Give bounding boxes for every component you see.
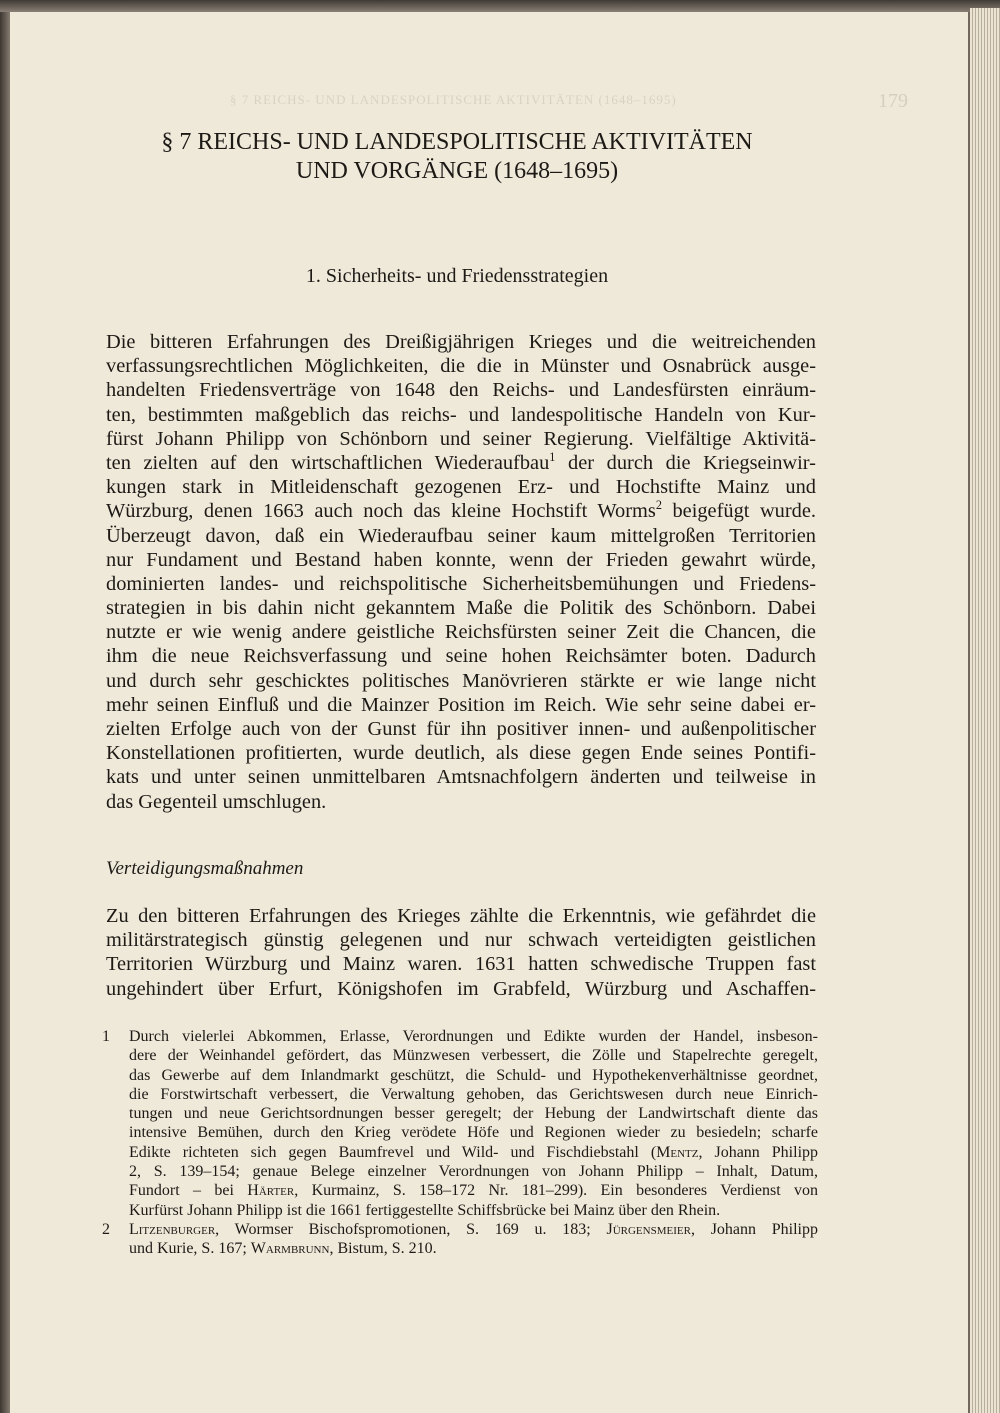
text-line: handelten Friedensverträge von 1648 den Reichs- und Landesfürsten einräum-: [106, 379, 816, 402]
footnote-line: [129, 1239, 818, 1258]
text-line: kats und unter seinen unmittelbaren Amtsnachfolgern änderten und teilweise in: [106, 766, 816, 789]
text-segment: und Kurie, S. 167;: [129, 1240, 251, 1258]
text-line: militärstrategisch günstig gelegenen und nur schwach verteidigten geistlichen: [106, 929, 816, 952]
book-page: [10, 12, 968, 1413]
text-line: ihm die neue Reichsverfassung und seine hohen Reichsämter boten. Dadurch: [106, 645, 816, 668]
footnote-line: die Forstwirtschaft verbessert, die Verwaltung gehoben, das Gerichtswesen durch neue Einrich-: [129, 1085, 818, 1103]
text-segment: , Kurmainz, S. 158–172 Nr. 181–299). Ein besonderes Verdienst von: [294, 1182, 818, 1200]
footnote-2: [102, 1220, 818, 1259]
book-top-edge: [0, 0, 1000, 12]
text-line: nur Fundament und Bestand haben konnte, wenn der Frieden gewahrt würde,: [106, 548, 816, 571]
footnote-1: [102, 1027, 818, 1220]
text-line: zielten Erfolge auch von der Gunst für ihn positiver innen- und außenpolitischer: [106, 718, 816, 740]
text-line: das Gegenteil umschlugen.: [106, 790, 327, 813]
chapter-title-line-2: UND VORGÄNGE (1648–1695): [295, 158, 619, 184]
text-line: Die bitteren Erfahrungen des Dreißigjährigen Krieges und die weitreichenden: [106, 331, 816, 353]
text-line: Zu den bitteren Erfahrungen des Krieges zählte die Erkenntnis, wie gefährdet die: [106, 905, 816, 927]
footnote-line: [129, 1220, 818, 1239]
text-line: fürst Johann Philipp von Schönborn und seiner Regierung. Vielfältige Aktivitä-: [106, 427, 816, 450]
footnote-number: 2: [102, 1220, 110, 1238]
text-line: [106, 499, 816, 523]
footnote-ref-1[interactable]: 1: [549, 450, 556, 465]
footnote-line: dere der Weinhandel gefördert, das Münzwesen verbessert, die Zölle und Stapelrechte geregelt,: [129, 1047, 818, 1065]
text-segment: , Johann Philipp: [698, 1143, 819, 1161]
footnote-body: [129, 1027, 818, 1220]
text-line: ten, bestimmten maßgeblich das reichs- und landespolitische Handeln von Kur-: [106, 403, 816, 426]
text-line: nutzte er wie wenig andere geistliche Reichsfürsten seiner Zeit die Chancen, die: [106, 621, 816, 644]
footnote-line: Durch vielerlei Abkommen, Erlasse, Verordnungen und Edikte wurden der Handel, insbeson-: [129, 1028, 818, 1045]
footnote-line: [129, 1143, 818, 1162]
footnote-line: 2, S. 139–154; genaue Belege einzelner Verordnungen von Johann Philipp – Inhalt, Datum,: [129, 1163, 818, 1181]
text-segment: der durch die Kriegseinwir-: [568, 451, 816, 474]
footnotes: [102, 1027, 818, 1259]
footnote-line: tungen und neue Gerichtsordnungen besser geregelt; der Hebung der Landwirtschaft diente das: [129, 1105, 818, 1123]
text-segment: , Bistum, S. 210.: [329, 1240, 437, 1258]
author-name: Mentz: [656, 1143, 699, 1161]
text-segment: Fundort – bei: [129, 1182, 248, 1200]
text-segment: , Wormser Bischofspromotionen, S. 169 u. 183;: [215, 1220, 607, 1238]
page-stack-edge: [970, 8, 1000, 1413]
text-segment: ten zielten auf den wirtschaftlichen Wiederaufbau: [106, 451, 550, 474]
text-line: strategien in bis dahin nicht gekanntem Maße die Politik des Schönborn. Dabei: [106, 597, 816, 620]
text-line: mehr seinen Einfluß und die Mainzer Position im Reich. Wie sehr seine dabei er-: [106, 693, 816, 716]
text-line: verfassungsrechtlichen Möglichkeiten, die die in Münster und Osnabrück ausge-: [106, 355, 816, 378]
author-name: Jürgensmeier: [606, 1220, 691, 1238]
bleed-through-running-head: § 7 REICHS- UND LANDESPOLITISCHE AKTIVITÄTEN (1648–1695): [230, 92, 677, 107]
author-name: Härter: [247, 1182, 295, 1200]
text-segment: Edikte richteten sich gegen Baumfrevel und Wild- und Fischdiebstahl (: [129, 1143, 657, 1161]
author-name: Litzenburger: [129, 1220, 216, 1238]
footnote-line: Kurfürst Johann Philipp ist die 1661 fertiggestellte Schiffsbrücke bei Mainz über den Rhein.: [129, 1201, 721, 1219]
chapter-title: [107, 128, 807, 186]
text-line: und durch sehr geschicktes politisches Manövrieren stärkte er wie lange nicht: [106, 669, 816, 692]
text-line: dominierten landes- und reichspolitische Sicherheitsbemühungen und Friedens-: [106, 572, 816, 595]
footnote-line: intensive Bemühen, durch den Krieg verödete Höfe und Regionen wieder zu besiedeln; scharfe: [129, 1124, 818, 1142]
author-name: Warmbrunn: [250, 1240, 330, 1258]
footnote-number: 1: [102, 1028, 110, 1045]
paragraph-1: [106, 330, 816, 814]
book-spine: [0, 0, 10, 1413]
text-segment: , Johann Philipp: [690, 1220, 818, 1238]
chapter-title-line-1: § 7 REICHS- UND LANDESPOLITISCHE AKTIVITÄTEN: [161, 129, 753, 155]
text-line: kungen stark in Mitleidenschaft gezogenen Erz- und Hochstifte Mainz und: [106, 476, 816, 499]
section-subtitle: 1. Sicherheits- und Friedensstrategien: [305, 265, 609, 287]
footnote-line: [129, 1181, 818, 1200]
text-line: Überzeugt davon, daß ein Wiederaufbau seiner kaum mittelgroßen Territorien: [106, 524, 816, 547]
text-line: ungehindert über Erfurt, Königshofen im Grabfeld, Würzburg und Aschaffen-: [106, 977, 816, 1000]
bleed-through-page-number: 179: [878, 90, 908, 112]
footnote-ref-2[interactable]: 2: [655, 498, 662, 513]
text-line: Territorien Würzburg und Mainz waren. 1631 hatten schwedische Truppen fast: [106, 953, 816, 976]
text-segment: beigefügt wurde.: [672, 500, 816, 523]
text-line: [106, 451, 816, 475]
footnote-line: das Gewerbe auf dem Inlandmarkt geschützt, die Schuld- und Hypothekenverhältnisse geordnet,: [129, 1066, 818, 1084]
paragraph-2: [106, 904, 816, 1001]
text-segment: Würzburg, denen 1663 auch noch das kleine Hochstift Worms: [106, 500, 656, 523]
text-line: Konstellationen profitierten, wurde deutlich, als diese gegen Ende seines Pontifi-: [106, 742, 816, 765]
section-heading: Verteidigungsmaßnahmen: [106, 858, 304, 879]
footnote-body: [129, 1220, 818, 1259]
